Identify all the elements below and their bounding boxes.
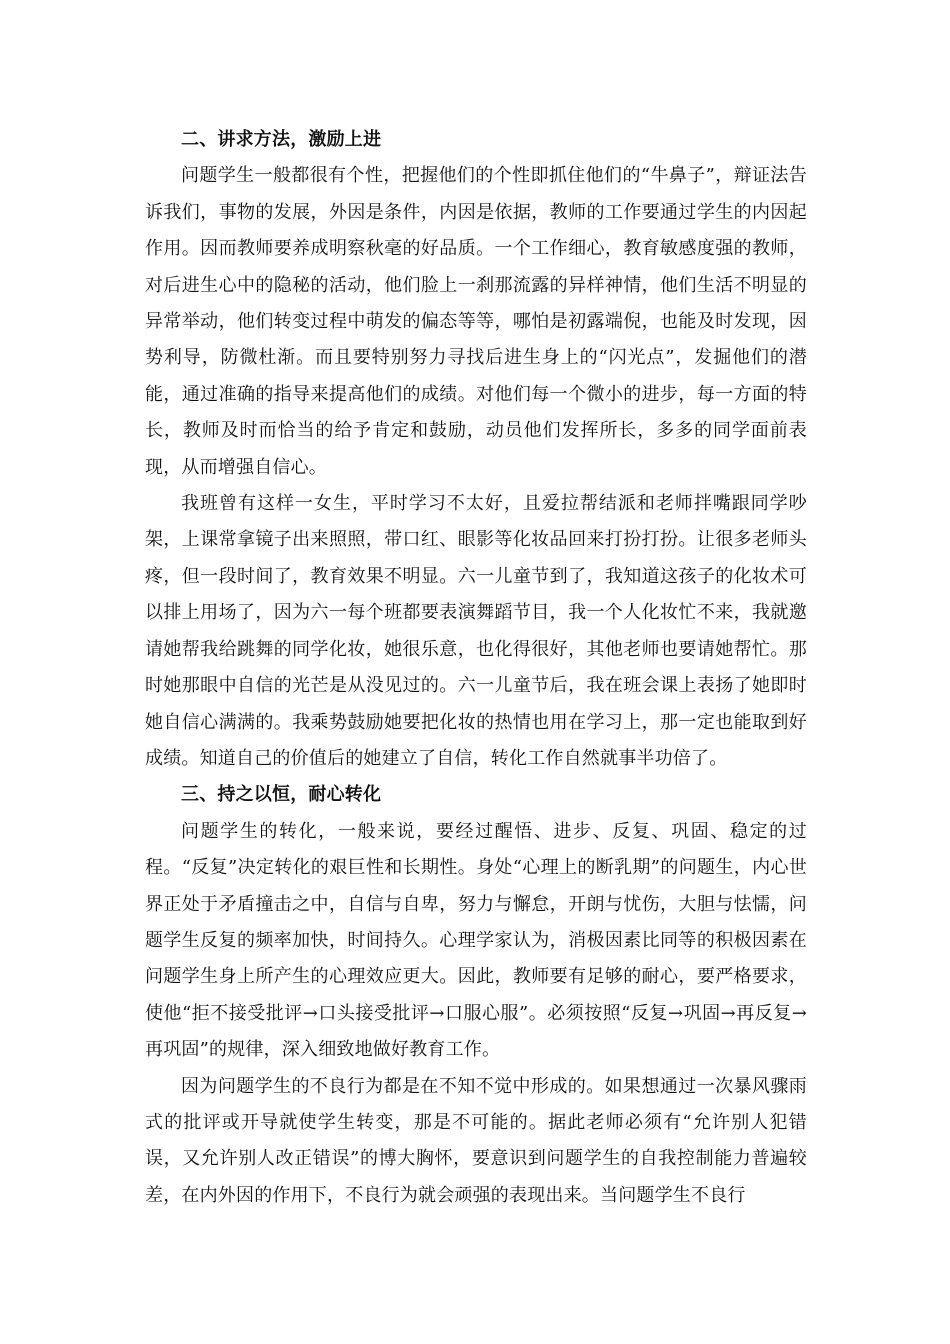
body-paragraph: 问题学生的转化，一般来说，要经过醒悟、进步、反复、巩固、稳定的过程。“反复”决定转化的艰巨性和长期性。身处“心理上的断乳期”的问题生，内心世界正处于矛盾撞击之中，自信与自卑，努力与懈怠，开朗与忧伤，大胆与怯懦，问题学生反复的频率加快，时间持久。心理学家认为，消极因素比同等的积极因素在问题学生身上所产生的心理效应更大。因此，教师要有足够的耐心，要严格要求，使他“拒不接受批评→口头接受批评→口服心服”。必须按照“反复→巩固→再反复→再巩固”的规律，深入细致地做好教育工作。 [145, 820, 807, 1061]
body-paragraph: 因为问题学生的不良行为都是在不知不觉中形成的。如果想通过一次暴风骤雨式的批评或开导就使学生转变，那是不可能的。据此老师必须有“允许别人犯错误，又允许别人改正错误”的博大胸怀，要意识到问题学生的自我控制能力普遍较差，在内外因的作用下，不良行为就会顽强的表现出来。当问题学生不良行 [145, 1075, 807, 1206]
body-paragraph: 我班曾有这样一女生，平时学习不太好，且爱拉帮结派和老师拌嘴跟同学吵架，上课常拿镜子出来照照，带口红、眼影等化妆品回来打扮打扮。让很多老师头疼，但一段时间了，教育效果不明显。六一儿童节到了，我知道这孩子的化妆术可以排上用场了，因为六一每个班都要表演舞蹈节目，我一个人化妆忙不来，我就邀请她帮我给跳舞的同学化妆，她很乐意，也化得很好，其他老师也要请她帮忙。那时她那眼中自信的光芒是从没见过的。六一儿童节后，我在班会课上表扬了她即时她自信心满满的。我乘势鼓励她要把化妆的热情也用在学习上，那一定也能取到好成绩。知道自己的价值后的她建立了自信，转化工作自然就事半功倍了。 [145, 493, 807, 769]
body-paragraph: 问题学生一般都很有个性，把握他们的个性即抓住他们的“牛鼻子”，辩证法告诉我们，事物的发展，外因是条件，内因是依据，教师的工作要通过学生的内因起作用。因而教师要养成明察秋毫的好品质。一个工作细心，教育敏感度强的教师，对后进生心中的隐秘的活动，他们脸上一刹那流露的异样神情，他们生活不明显的异常举动，他们转变过程中萌发的偏态等等，哪怕是初露端倪，也能及时发现，因势利导，防微杜渐。而且要特别努力寻找后进生身上的“闪光点”，发掘他们的潜能，通过准确的指导来提高他们的成绩。对他们每一个微小的进步，每一方面的特长，教师及时而恰当的给予肯定和鼓励，动员他们发挥所长，多多的同学面前表现，从而增强自信心。 [145, 165, 807, 478]
document-body [145, 122, 807, 1214]
section-heading: 二、讲求方法，激励上进 [181, 129, 382, 150]
section-heading: 三、持之以恒，耐心转化 [181, 784, 382, 806]
